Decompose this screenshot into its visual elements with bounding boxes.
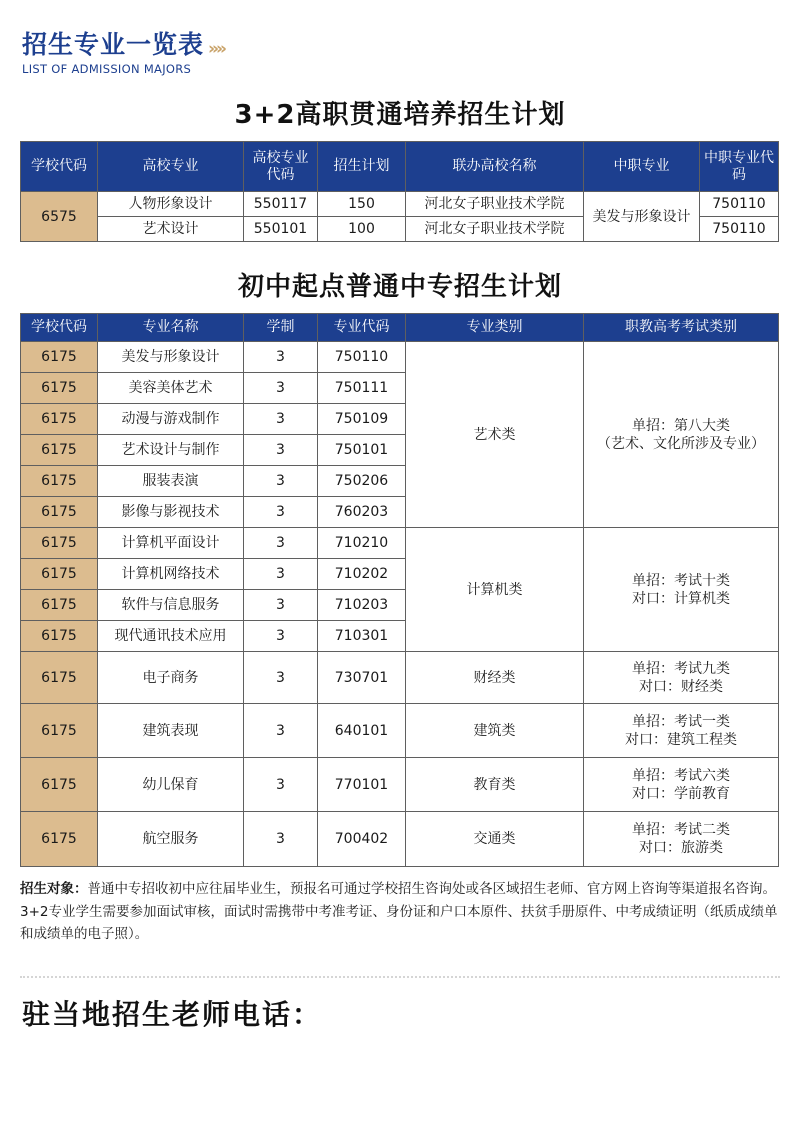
major-code-cell: 750111 [318,373,406,404]
years-cell: 3 [244,373,318,404]
school-code-cell: 6175 [21,435,98,466]
exam-line: 单招：考试九类 [632,660,730,677]
major-code-cell: 710210 [318,528,406,559]
vocational-major-cell: 美发与形象设计 [584,192,700,242]
school-code-cell: 6175 [21,704,98,758]
exam-line: 单招：考试一类 [632,713,730,730]
school-code-cell: 6175 [21,812,98,867]
major-name-cell: 计算机平面设计 [98,528,244,559]
page-title: 招生专业一览表 [22,30,205,59]
col-header: 高校专业 [98,142,244,192]
vocational-code-cell: 750110 [700,217,779,242]
table-row [21,704,779,758]
major-code-cell: 750110 [318,342,406,373]
exam-line: 单招：考试二类 [632,822,730,838]
exam-line: 对口：计算机类 [632,590,730,607]
exam-line: 对口：旅游类 [639,840,723,856]
category-cell: 艺术类 [406,342,584,528]
exam-category-cell [584,758,779,812]
exam-line: 单招：第八大类 [632,417,730,434]
major-code-cell: 550117 [244,192,318,217]
table-row [21,652,779,704]
major-name-cell: 影像与影视技术 [98,497,244,528]
table-header-row [21,314,779,342]
school-code-cell: 6575 [21,192,98,242]
table-row [21,758,779,812]
table-row [21,192,779,217]
category-cell: 教育类 [406,758,584,812]
col-header: 专业名称 [98,314,244,342]
dotted-divider [20,976,780,978]
section2-title: 初中起点普通中专招生计划 [237,272,562,302]
category-cell: 计算机类 [406,528,584,652]
major-code-cell: 750109 [318,404,406,435]
table-row [21,812,779,867]
major-code-cell: 730701 [318,652,406,704]
contact-title: 驻当地招生老师电话： [22,998,323,1031]
category-cell: 建筑类 [406,704,584,758]
major-code-cell: 710202 [318,559,406,590]
exam-line: 对口：财经类 [639,678,723,695]
college-cell: 河北女子职业技术学院 [406,217,584,242]
school-code-cell: 6175 [21,466,98,497]
exam-category-cell [584,342,779,528]
school-code-cell: 6175 [21,590,98,621]
school-code-cell: 6175 [21,497,98,528]
table-row [21,342,779,373]
school-code-cell: 6175 [21,758,98,812]
col-header: 学校代码 [21,142,98,192]
major-name-cell: 美发与形象设计 [98,342,244,373]
major-code-cell: 550101 [244,217,318,242]
college-cell: 河北女子职业技术学院 [406,192,584,217]
years-cell: 3 [244,559,318,590]
school-code-cell: 6175 [21,342,98,373]
years-cell: 3 [244,435,318,466]
major-name-cell: 软件与信息服务 [98,590,244,621]
major-name-cell: 幼儿保育 [98,758,244,812]
major-name-cell: 计算机网络技术 [98,559,244,590]
exam-category-cell [584,652,779,704]
table-row [21,528,779,559]
note-label: 招生对象： [20,881,88,897]
category-cell: 财经类 [406,652,584,704]
col-header: 高校专业代码 [244,142,318,192]
years-cell: 3 [244,342,318,373]
years-cell: 3 [244,621,318,652]
exam-category-cell [584,528,779,652]
major-cell: 人物形象设计 [98,192,244,217]
col-header: 职教高考考试类别 [584,314,779,342]
major-name-cell: 服装表演 [98,466,244,497]
col-header: 联办高校名称 [406,142,584,192]
admission-note [20,878,782,946]
section1-title: 3+2高职贯通培养招生计划 [234,100,566,130]
years-cell: 3 [244,497,318,528]
plan-cell: 100 [318,217,406,242]
years-cell: 3 [244,812,318,867]
major-code-cell: 640101 [318,704,406,758]
col-header: 中职专业代码 [700,142,779,192]
exam-line: 单招：考试十类 [632,572,730,589]
years-cell: 3 [244,466,318,497]
years-cell: 3 [244,404,318,435]
major-code-cell: 770101 [318,758,406,812]
table-header-row [21,142,779,192]
page-subtitle: LIST OF ADMISSION MAJORS [22,62,192,76]
years-cell: 3 [244,704,318,758]
years-cell: 3 [244,590,318,621]
plan-cell: 150 [318,192,406,217]
exam-line: 单招：考试六类 [632,767,730,784]
vocational-code-cell: 750110 [700,192,779,217]
col-header: 招生计划 [318,142,406,192]
school-code-cell: 6175 [21,621,98,652]
exam-category-cell [584,812,779,867]
col-header: 专业代码 [318,314,406,342]
page-header [22,30,224,76]
major-name-cell: 建筑表现 [98,704,244,758]
school-code-cell: 6175 [21,528,98,559]
major-name-cell: 航空服务 [98,812,244,867]
school-code-cell: 6175 [21,559,98,590]
major-code-cell: 710203 [318,590,406,621]
exam-line: 对口：建筑工程类 [625,731,737,748]
major-code-cell: 700402 [318,812,406,867]
table-secondary-plan [20,313,779,867]
exam-line: （艺术、文化所涉及专业） [597,435,765,452]
double-chevron-right-icon: »» [208,38,224,59]
major-name-cell: 艺术设计与制作 [98,435,244,466]
major-code-cell: 760203 [318,497,406,528]
school-code-cell: 6175 [21,373,98,404]
years-cell: 3 [244,652,318,704]
major-code-cell: 710301 [318,621,406,652]
school-code-cell: 6175 [21,652,98,704]
major-name-cell: 现代通讯技术应用 [98,621,244,652]
major-name-cell: 电子商务 [98,652,244,704]
major-code-cell: 750206 [318,466,406,497]
table-3plus2-plan [20,141,779,242]
major-code-cell: 750101 [318,435,406,466]
col-header: 中职专业 [584,142,700,192]
years-cell: 3 [244,528,318,559]
col-header: 专业类别 [406,314,584,342]
major-cell: 艺术设计 [98,217,244,242]
major-name-cell: 动漫与游戏制作 [98,404,244,435]
exam-line: 对口：学前教育 [632,785,730,802]
major-name-cell: 美容美体艺术 [98,373,244,404]
school-code-cell: 6175 [21,404,98,435]
years-cell: 3 [244,758,318,812]
col-header: 学校代码 [21,314,98,342]
note-text: 普通中专招收初中应往届毕业生，预报名可通过学校招生咨询处或各区域招生老师、官方网上咨询等渠道报名咨询。3+2专业学生需要参加面试审核，面试时需携带中考准考证、身份证和户口本原件、扶贫手册原件、中考成绩证明（纸质成绩单和成绩单的电子照）。 [20,881,778,942]
exam-category-cell [584,704,779,758]
category-cell: 交通类 [406,812,584,867]
col-header: 学制 [244,314,318,342]
